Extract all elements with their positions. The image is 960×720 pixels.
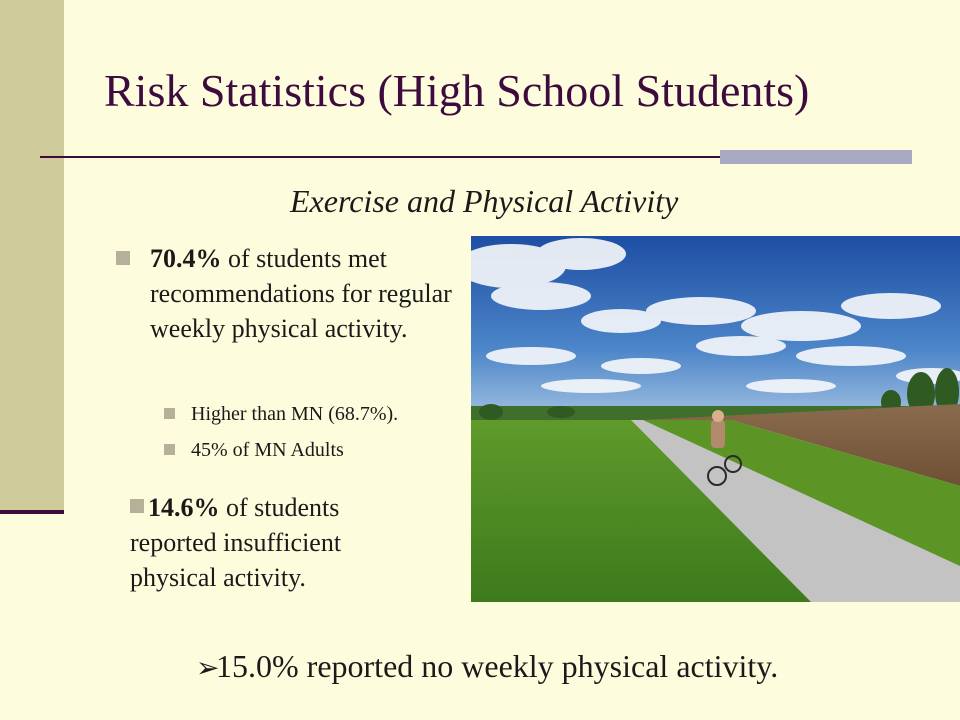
landscape-cyclist-photo	[471, 236, 960, 602]
slide-subtitle: Exercise and Physical Activity	[290, 183, 679, 219]
subbullet-text: Higher than MN (68.7%).	[191, 403, 399, 425]
slide-title: Risk Statistics (High School Students)	[104, 65, 810, 116]
bullet-body: of students reported insufficient physical activity.	[130, 493, 342, 592]
bullet-stat: 14.6%	[148, 493, 220, 522]
subbullet-mn	[164, 403, 398, 426]
bottom-statement	[196, 648, 778, 685]
subbullet-adults	[164, 439, 344, 462]
arrow-bullet-icon: ➢	[196, 653, 220, 684]
bullet-text	[150, 241, 456, 346]
square-bullet-icon	[116, 251, 130, 265]
title-rule-accent	[720, 150, 912, 164]
square-bullet-icon	[130, 499, 144, 513]
left-accent-band	[0, 0, 64, 512]
square-bullet-icon	[164, 444, 175, 455]
bullet-insufficient	[130, 490, 430, 595]
square-bullet-icon	[164, 408, 175, 419]
bullet-body: of students met recommendations for regular weekly physical activity.	[150, 244, 452, 343]
subbullet-text: 45% of MN Adults	[191, 439, 344, 461]
bullet-met-recommendations	[116, 241, 456, 346]
bottom-text: 15.0% reported no weekly physical activity.	[216, 648, 779, 684]
left-band-underline	[0, 510, 64, 514]
bullet-stat: 70.4%	[150, 244, 222, 273]
